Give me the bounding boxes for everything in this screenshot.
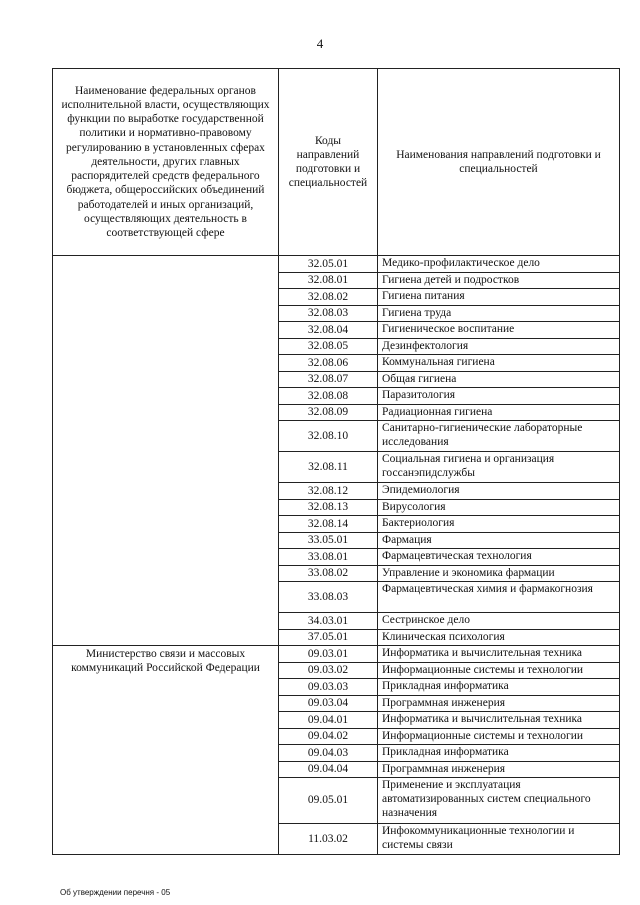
code-cell: 09.03.03: [279, 679, 378, 696]
code-cell: 09.03.02: [279, 662, 378, 679]
specialty-name-cell: Коммунальная гигиена: [378, 355, 620, 372]
code-cell: 09.04.02: [279, 728, 378, 745]
code-cell: 09.03.04: [279, 695, 378, 712]
code-cell: 32.08.01: [279, 272, 378, 289]
code-cell: 32.08.07: [279, 371, 378, 388]
code-cell: 33.08.02: [279, 565, 378, 582]
specialty-name-cell: Информационные системы и технологии: [378, 728, 620, 745]
code-cell: 32.05.01: [279, 256, 378, 273]
code-cell: 33.08.03: [279, 582, 378, 613]
specialty-name-cell: Санитарно-гигиенические лабораторные исследования: [378, 421, 620, 452]
specialty-name-cell: Информатика и вычислительная техника: [378, 712, 620, 729]
code-cell: 09.04.03: [279, 745, 378, 762]
code-cell: 32.08.03: [279, 305, 378, 322]
specialty-name-cell: Прикладная информатика: [378, 745, 620, 762]
specialty-name-cell: Применение и эксплуатация автоматизированных систем специального назначения: [378, 778, 620, 824]
specialty-name-cell: Гигиена детей и подростков: [378, 272, 620, 289]
specialty-name-cell: Дезинфектология: [378, 338, 620, 355]
specialty-name-cell: Бактериология: [378, 516, 620, 533]
header-organizations: Наименование федеральных органов исполнительной власти, осуществляющих функции по выработке государственной политики и нормативно-правовому регулированию в установленных сферах деятельности, других главных распорядителей средств федерального бюджета, общероссийских объединений работодателей и иных организаций, осуществляющих деятельность в соответствующей сфере: [53, 69, 279, 256]
code-cell: 32.08.09: [279, 404, 378, 421]
specialty-name-cell: Радиационная гигиена: [378, 404, 620, 421]
specialty-name-cell: Паразитология: [378, 388, 620, 405]
code-cell: 32.08.05: [279, 338, 378, 355]
table-header-row: [53, 69, 620, 256]
code-cell: 09.03.01: [279, 646, 378, 663]
page-number: 4: [316, 36, 324, 51]
specialty-name-cell: Фармация: [378, 532, 620, 549]
specialty-name-cell: Общая гигиена: [378, 371, 620, 388]
header-names: Наименования направлений подготовки и специальностей: [378, 69, 620, 256]
code-cell: 32.08.06: [279, 355, 378, 372]
specialty-name-cell: Гигиеническое воспитание: [378, 322, 620, 339]
code-cell: 09.05.01: [279, 778, 378, 824]
specialty-name-cell: Управление и экономика фармации: [378, 565, 620, 582]
code-cell: 37.05.01: [279, 629, 378, 646]
code-cell: 09.04.04: [279, 761, 378, 778]
code-cell: 32.08.02: [279, 289, 378, 306]
specialty-name-cell: Медико-профилактическое дело: [378, 256, 620, 273]
code-cell: 32.08.08: [279, 388, 378, 405]
code-cell: 34.03.01: [279, 613, 378, 630]
specialty-name-cell: Социальная гигиена и организация госсанэпидслужбы: [378, 452, 620, 483]
specialty-name-cell: Эпидемиология: [378, 483, 620, 500]
code-cell: 33.08.01: [279, 549, 378, 566]
specialty-name-cell: Фармацевтическая химия и фармакогнозия: [378, 582, 620, 613]
specialty-name-cell: Вирусология: [378, 499, 620, 516]
specialties-table: [52, 68, 620, 855]
footer-note: Об утверждении перечня - 05: [60, 888, 171, 897]
specialty-name-cell: Гигиена питания: [378, 289, 620, 306]
specialty-name-cell: Сестринское дело: [378, 613, 620, 630]
table-row: [53, 256, 620, 273]
specialty-name-cell: Гигиена труда: [378, 305, 620, 322]
organization-cell: [53, 256, 279, 646]
table-row: [53, 646, 620, 663]
code-cell: 32.08.11: [279, 452, 378, 483]
code-cell: 32.08.04: [279, 322, 378, 339]
code-cell: 33.05.01: [279, 532, 378, 549]
specialty-name-cell: Информатика и вычислительная техника: [378, 646, 620, 663]
code-cell: 09.04.01: [279, 712, 378, 729]
specialty-name-cell: Клиническая психология: [378, 629, 620, 646]
specialty-name-cell: Информационные системы и технологии: [378, 662, 620, 679]
code-cell: 11.03.02: [279, 824, 378, 855]
specialty-name-cell: Программная инженерия: [378, 695, 620, 712]
organization-cell: Министерство связи и массовых коммуникаций Российской Федерации: [53, 646, 279, 855]
specialty-name-cell: Программная инженерия: [378, 761, 620, 778]
code-cell: 32.08.14: [279, 516, 378, 533]
specialty-name-cell: Инфокоммуникационные технологии и системы связи: [378, 824, 620, 855]
code-cell: 32.08.10: [279, 421, 378, 452]
specialty-name-cell: Прикладная информатика: [378, 679, 620, 696]
specialty-name-cell: Фармацевтическая технология: [378, 549, 620, 566]
header-codes: Коды направлений подготовки и специальностей: [279, 69, 378, 256]
code-cell: 32.08.13: [279, 499, 378, 516]
code-cell: 32.08.12: [279, 483, 378, 500]
